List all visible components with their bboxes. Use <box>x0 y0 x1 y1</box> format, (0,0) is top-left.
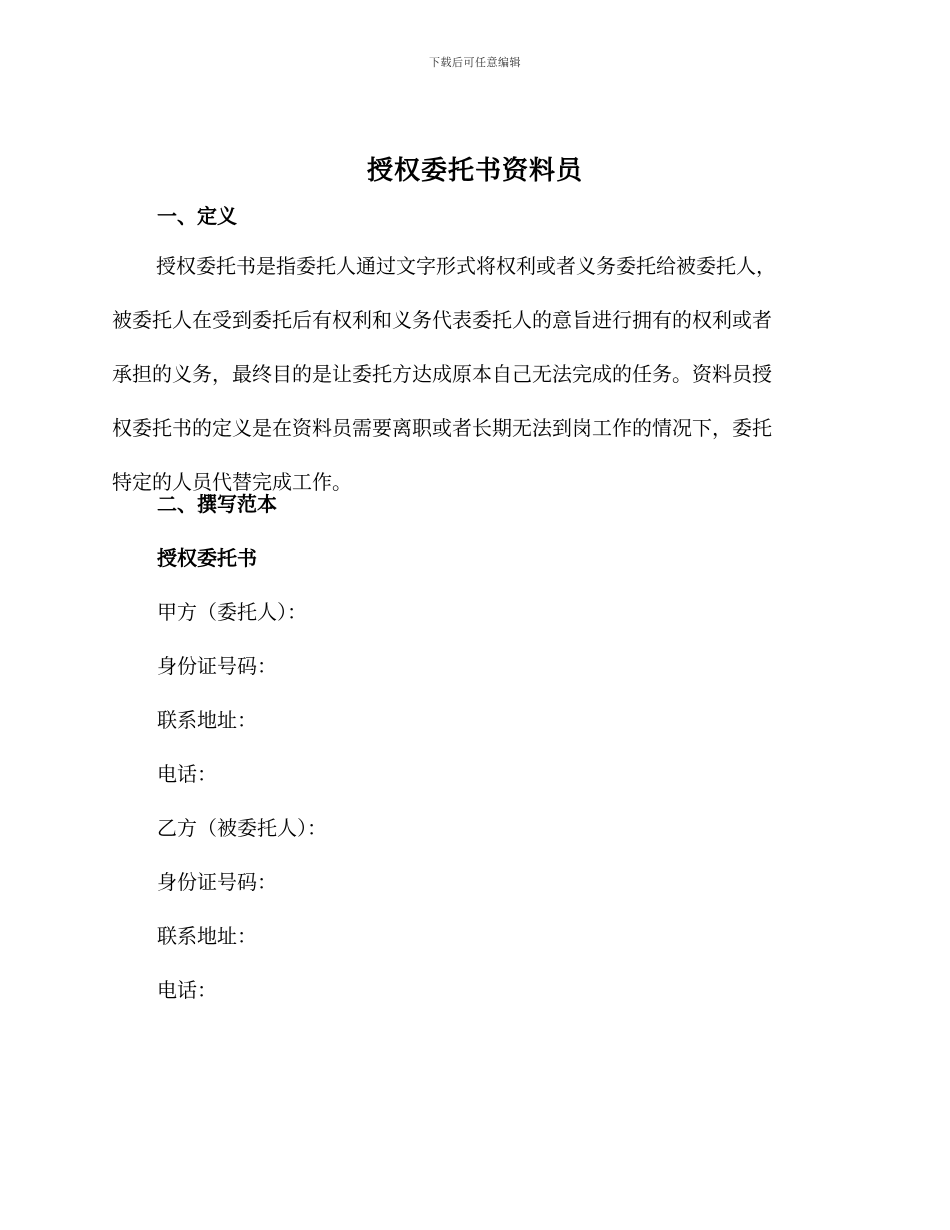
field-party-a-phone: 电话： <box>157 762 217 786</box>
section-heading-sample: 二、撰写范本 <box>157 492 277 516</box>
field-party-a-address: 联系地址： <box>157 708 257 732</box>
header-note: 下载后可任意编辑 <box>429 56 521 69</box>
paragraph-line: 授权委托书是指委托人通过文字形式将权利或者义务委托给被委托人， <box>156 254 776 278</box>
document-title: 授权委托书资料员 <box>366 156 583 186</box>
sample-title: 授权委托书 <box>157 546 257 570</box>
paragraph-line: 被委托人在受到委托后有权利和义务代表委托人的意旨进行拥有的权利或者 <box>112 308 772 332</box>
definition-paragraph <box>112 248 830 518</box>
field-party-a: 甲方（委托人）： <box>157 600 307 624</box>
field-party-b-id: 身份证号码： <box>157 870 277 894</box>
paragraph-line: 权委托书的定义是在资料员需要离职或者长期无法到岗工作的情况下，委托 <box>112 416 772 440</box>
paragraph-line: 承担的义务，最终目的是让委托方达成原本自己无法完成的任务。资料员授 <box>112 362 772 386</box>
field-party-b: 乙方（被委托人）： <box>157 816 327 840</box>
field-party-a-id: 身份证号码： <box>157 654 277 678</box>
field-party-b-phone: 电话： <box>157 978 217 1002</box>
field-party-b-address: 联系地址： <box>157 924 257 948</box>
paragraph-line: 特定的人员代替完成工作。 <box>112 470 352 494</box>
section-heading-definition: 一、定义 <box>157 204 237 228</box>
